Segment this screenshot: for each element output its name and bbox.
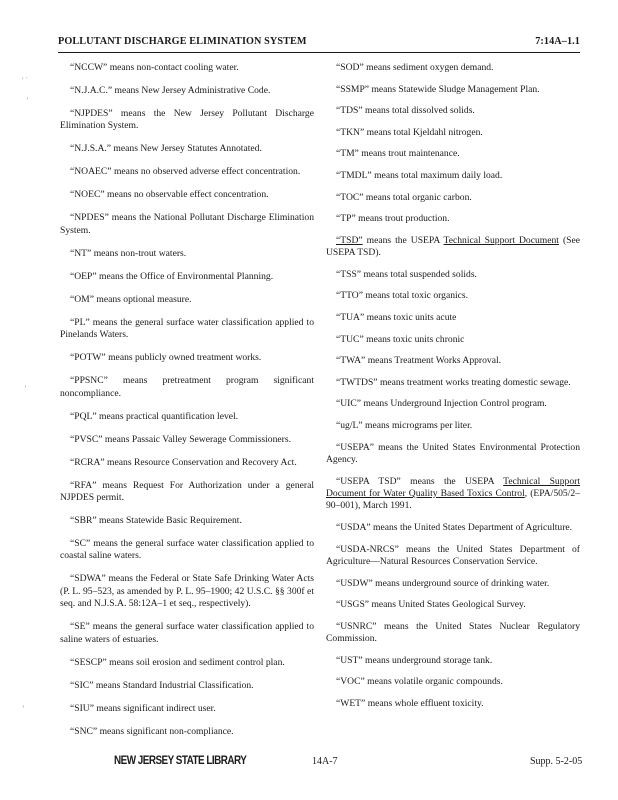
definition-tua: “TUA” means toxic units acute — [336, 311, 457, 323]
definition-wet: “WET” means whole effluent toxicity. — [336, 697, 484, 709]
definition-usda-nrcs: “USDA-NRCS” means the United States Department of Agriculture—Natural Resources Conservation Service. — [326, 543, 580, 567]
definition-twtds: “TWTDS” means treatment works treating domestic sewage. — [336, 376, 571, 388]
definition-ust: “UST” means underground storage tank. — [336, 654, 493, 666]
definition-usepa-tsd — [326, 476, 580, 513]
library-stamp: NEW JERSEY STATE LIBRARY — [114, 755, 247, 767]
definition-usda: “USDA” means the United States Department of Agriculture. — [336, 521, 573, 533]
definition-ppsnc: “PPSNC” means pretreatment program significant noncompliance. — [60, 375, 314, 399]
definition-om: “OM” means optional measure. — [70, 293, 192, 305]
document-title-usepa-tsd: Technical Support Document for Water Quality Based Toxics Control — [326, 475, 580, 499]
definition-voc: “VOC” means volatile organic compounds. — [336, 676, 503, 688]
definition-tto: “TTO” means total toxic organics. — [336, 290, 469, 302]
definition-npdes: “NPDES” means the National Pollutant Discharge Elimination System. — [60, 212, 314, 236]
definition-tsd — [326, 235, 580, 260]
header-title: POLLUTANT DISCHARGE ELIMINATION SYSTEM — [58, 36, 307, 47]
term-tsd: “TSD” — [336, 234, 363, 246]
definition-rfa: “RFA” means Request For Authorization under a general NJPDES permit. — [60, 479, 314, 504]
definition-sc: “SC” means the general surface water classification applied to coastal saline waters. — [60, 538, 314, 562]
definition-usgs: “USGS” means United States Geological Survey. — [336, 599, 526, 611]
definition-nccw: “NCCW” means non-contact cooling water. — [70, 62, 239, 73]
definition-tmdl: “TMDL” means total maximum daily load. — [336, 169, 503, 181]
definition-toc: “TOC” means total organic carbon. — [336, 191, 472, 203]
definition-njpdes: “NJPDES” means the New Jersey Pollutant Discharge Elimination System. — [60, 108, 314, 132]
definition-rcra: “RCRA” means Resource Conservation and Recovery Act. — [70, 456, 297, 468]
definition-ssmp: “SSMP” means Statewide Sludge Management Plan. — [336, 83, 540, 95]
definition-njac: “N.J.A.C.” means New Jersey Administrative Code. — [70, 85, 271, 96]
definition-ugl: “ug/L” means micrograms per liter. — [336, 419, 473, 431]
definition-usepa: “USEPA” means the United States Environmental Protection Agency. — [326, 441, 580, 465]
definition-uic: “UIC” means Underground Injection Control program. — [336, 398, 547, 410]
page-footer — [0, 756, 618, 772]
document-title-tsd: Technical Support Document — [443, 234, 559, 246]
definition-sescp: “SESCP” means soil erosion and sediment control plan. — [70, 656, 285, 668]
definition-noec: “NOEC” means no observable effect concentration. — [70, 189, 269, 201]
page-number: 14A-7 — [312, 756, 338, 767]
definition-njsa: “N.J.S.A.” means New Jersey Statutes Annotated. — [70, 143, 262, 155]
definition-tp: “TP” means trout production. — [336, 213, 450, 225]
definition-usnrc: “USNRC” means the United States Nuclear Regulatory Commission. — [326, 620, 580, 645]
definition-usepa-tsd-tail: , (EPA/505/2–90–001), March 1991. — [326, 487, 580, 512]
definition-snc: “SNC” means significant non-compliance. — [70, 725, 234, 737]
definition-sic: “SIC” means Standard Industrial Classification. — [70, 679, 254, 691]
definition-tds: “TDS” means total dissolved solids. — [336, 105, 475, 117]
definition-pql: “PQL” means practical quantification level. — [70, 410, 239, 422]
definition-tuc: “TUC” means toxic units chronic — [336, 333, 465, 345]
definition-se: “SE” means the general surface water classification applied to saline waters of estuaries. — [60, 621, 314, 645]
definition-tss: “TSS” means total suspended solids. — [336, 268, 477, 280]
definition-nt: “NT” means non-trout waters. — [70, 247, 187, 259]
header-section-number: 7:14A–1.1 — [535, 36, 580, 47]
margin-mark: ’ — [22, 704, 25, 713]
definition-tm: “TM” means trout maintenance. — [336, 148, 460, 160]
definition-tkn: “TKN” means total Kjeldahl nitrogen. — [336, 126, 483, 138]
definition-usdw: “USDW” means underground source of drinking water. — [336, 577, 550, 589]
definition-sdwa: “SDWA” means the Federal or State Safe Drinking Water Acts (P. L. 95–523, as amended by P. L. 95–1900; 42 U.S.C. §§ 300f et seq. and N.J.S.A. 58:12A–1 et seq., respectively). — [60, 573, 314, 610]
definition-oep: “OEP” means the Office of Environmental Planning. — [70, 270, 274, 282]
definition-sbr: “SBR” means Statewide Basic Requirement. — [70, 515, 242, 527]
definition-pl: “PL” means the general surface water classification applied to Pinelands Waters. — [60, 316, 314, 341]
definition-noaec: “NOAEC” means no observed adverse effect concentration. — [70, 166, 301, 178]
margin-mark: ’ — [26, 96, 29, 105]
right-column — [326, 62, 580, 719]
definition-potw: “POTW” means publicly owned treatment works. — [70, 352, 262, 364]
margin-mark: ’ — [24, 384, 27, 393]
definition-sod: “SOD” means sediment oxygen demand. — [336, 62, 494, 73]
definition-pvsc: “PVSC” means Passaic Valley Sewerage Commissioners. — [70, 433, 291, 445]
definition-tsd-tail: (See USEPA TSD). — [326, 234, 580, 259]
margin-mark: ′ ` — [22, 76, 29, 85]
definition-twa: “TWA” means Treatment Works Approval. — [336, 355, 502, 367]
running-header — [58, 36, 580, 53]
left-column — [60, 62, 314, 749]
definition-tsd-text: means the USEPA — [362, 234, 444, 246]
supplement-date: Supp. 5-2-05 — [530, 756, 583, 767]
definition-siu: “SIU” means significant indirect user. — [70, 702, 216, 714]
definition-usepa-tsd-text: “USEPA TSD” means the USEPA — [336, 475, 504, 487]
